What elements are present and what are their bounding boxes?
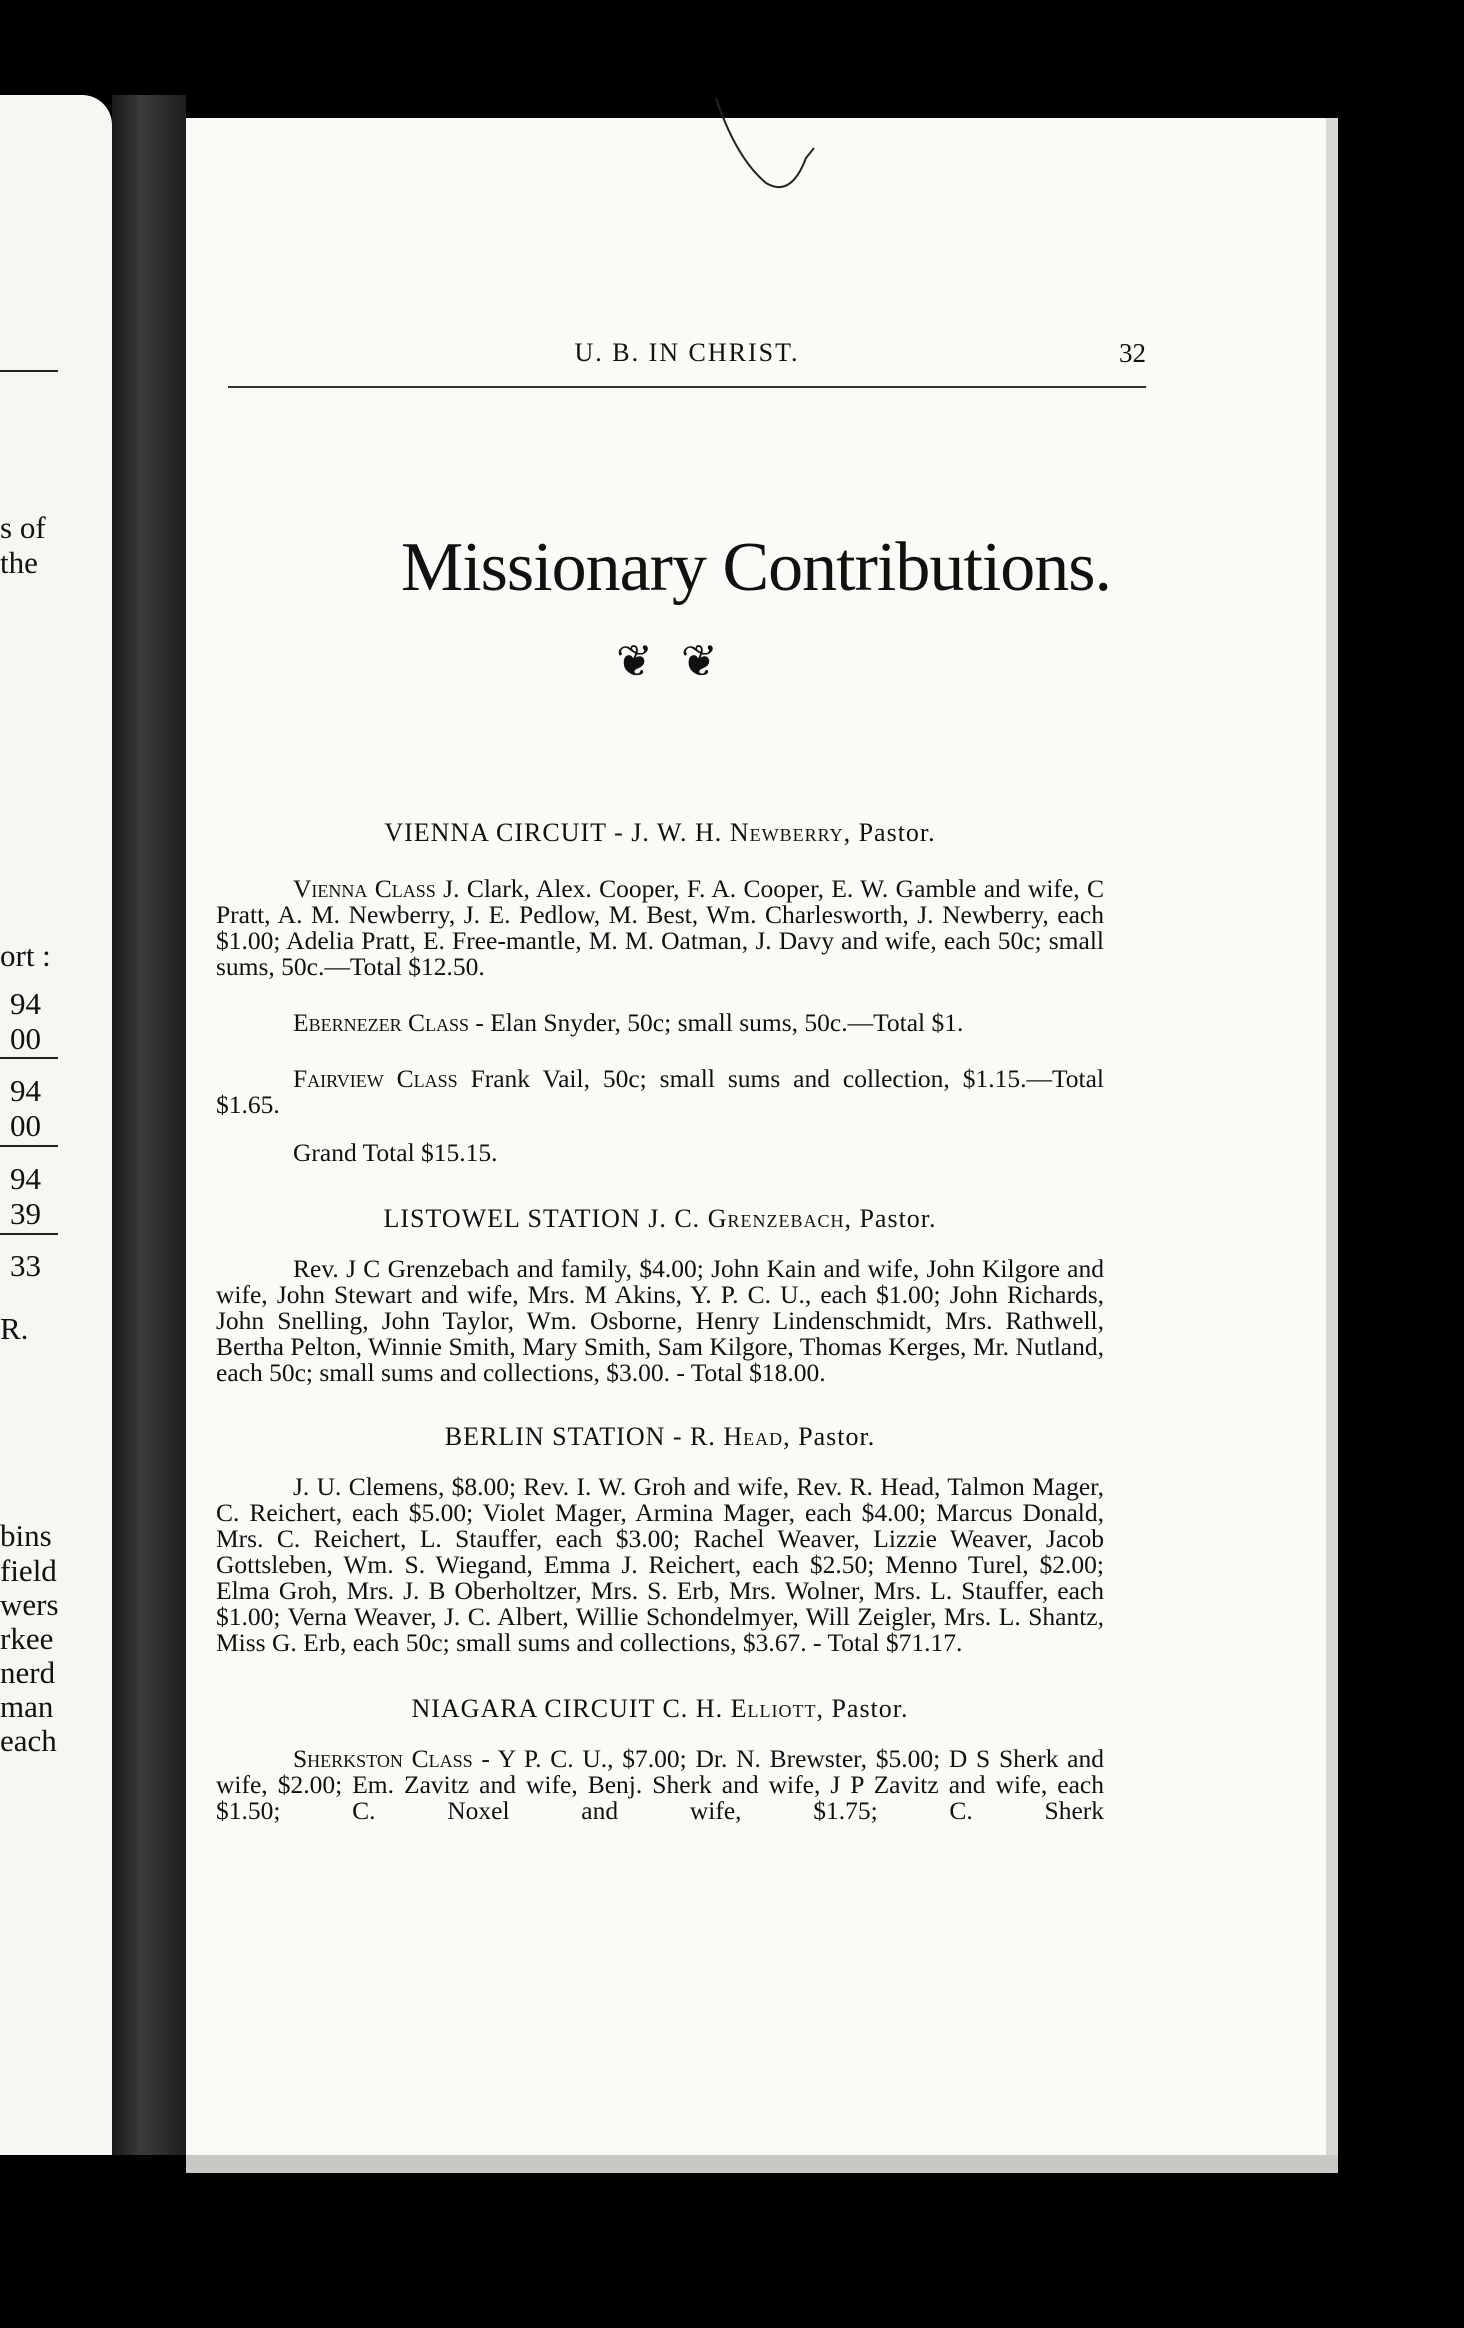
running-header [228,338,1146,388]
paragraph-text: Frank Vail, 50c; small sums and collection, $1.15.—Total $1.65. [216,1064,1104,1119]
heading-tail: , Pastor. [816,1693,909,1723]
class-name: Ebernezer Class [293,1008,469,1037]
left-fragment: nerd [0,1655,56,1690]
paragraph-text: Rev. J C Grenzebach and family, $4.00; John Kain and wife, John Kilgore and wife, John Stewart and wife, Mrs. M Akins, Y. P. C. U., each $1.00; John Richards, John Snelling, John Taylor, Wm. Osborne, Henry Lindenschmidt, Mrs. Rathwell, Bertha Pelton, Winnie Smith, Mary Smith, Sam Kilgore, Thomas Kerges, Mr. Nutland, each 50c; small sums and collections, $3.00. - Total $18.00. [216,1253,1104,1387]
station-name: LISTOWEL STATION [383,1203,641,1233]
left-page-rule [0,370,58,372]
contribution-paragraph [216,1471,1104,1657]
contribution-paragraph [216,1010,1104,1036]
circuit-name: VIENNA CIRCUIT [384,818,607,847]
heading-separator: C. H. [654,1693,731,1723]
paragraph-text: J. Clark, Alex. Cooper, F. A. Cooper, E. W. Gamble and wife, C Pratt, A. M. Newberry, J. E. Pedlow, M. Best, Wm. Charlesworth, J. Newberry, each $1.00; Adelia Pratt, E. Free-mantle, M. M. Oatman, J. Davy and wife, each 50c; small sums, 50c.—Total $12.50. [216,874,1104,981]
left-fragment: 94 [10,986,41,1021]
circuit-name: NIAGARA CIRCUIT [411,1693,655,1723]
document-page [186,118,1338,2166]
left-fragment: bins [0,1518,52,1553]
document-body [216,698,1104,1824]
left-fragment: 94 [10,1073,41,1108]
left-fragment: 94 [10,1161,41,1196]
heading-separator: - J. W. H. [606,818,730,847]
left-fragment: man [0,1689,54,1724]
grand-total: Grand Total $15.15. [293,1138,498,1167]
left-fragment: 00 [10,1108,41,1143]
heading-tail: , Pastor. [783,1421,876,1451]
fleuron-icon: ❦ [680,637,718,686]
pastor-name: Elliott [730,1693,817,1723]
page-number: 32 [1119,338,1146,368]
page-tear-mark [706,88,816,203]
heading-tail: , Pastor. [844,1203,937,1233]
left-fragment: 00 [10,1021,41,1056]
left-fragment: 39 [10,1196,41,1231]
contribution-paragraph [216,1066,1104,1118]
contribution-paragraph [216,1743,1104,1825]
pastor-name: Grenzebach [707,1203,845,1233]
left-fragment: wers [0,1587,59,1622]
left-fragment: 33 [10,1248,41,1283]
section-heading [216,1203,1104,1233]
contribution-paragraph [216,1253,1104,1387]
paragraph-text: - Y P. C. U., $7.00; Dr. N. Brewster, $5.00; D S Sherk and wife, $2.00; Em. Zavitz and wife, Benj. Sherk and wife, J P Zavitz and wife, each $1.50; C. Noxel and wife, $1.75; C. Sherk [216,1743,1104,1825]
class-name: Vienna Class [293,874,436,903]
left-fragment: ort : [0,938,51,973]
page-title: Missionary Contributions. [400,529,1112,606]
pastor-name: Head [723,1421,784,1451]
pastor-name: Newberry [729,818,844,847]
left-fragment: each [0,1723,57,1758]
left-fragment: the [0,545,38,580]
class-name: Sherkston Class [293,1743,473,1773]
fleuron-icon: ❦ [616,637,653,686]
contribution-paragraph [216,876,1104,980]
paragraph-text: J. U. Clemens, $8.00; Rev. I. W. Groh and wife, Rev. R. Head, Talmon Mager, C. Reichert, each $5.00; Violet Mager, Armina Mager, each $4.00; Marcus Donald, Mrs. C. Reichert, L. Stauffer, each $3.00; Rachel Weaver, Lizzie Weaver, Jacob Gottsleben, Wm. S. Wiegand, Emma J. Reichert, each $2.50; Menno Turel, $2.00; Elma Groh, Mrs. J. B Oberholtzer, Mrs. S. Erb, Mrs. Wolner, Mrs. L. Stauffer, each $1.00; Verna Weaver, J. C. Albert, Willie Schondelmyer, Will Zeigler, Mrs. L. Shantz, Miss G. Erb, each 50c; small sums and collections, $3.67. - Total $71.17. [216,1471,1104,1657]
section-heading [216,1421,1104,1451]
running-title: U. B. IN CHRIST. [574,338,800,367]
class-name: Fairview Class [293,1064,458,1093]
paragraph-text: - Elan Snyder, 50c; small sums, 50c.—Total $1. [468,1008,964,1037]
heading-separator: J. C. [640,1203,708,1233]
left-page-rule [0,1145,58,1147]
book-gutter [112,95,186,2155]
section-heading [216,820,1104,846]
left-facing-page [0,95,112,2155]
left-fragment: s of [0,510,46,545]
station-name: BERLIN STATION [444,1421,666,1451]
left-fragment: R. [0,1311,29,1346]
left-fragment: field [0,1553,57,1588]
ornament [616,636,746,687]
page-bottom-edge [186,2155,1338,2173]
section-heading [216,1693,1104,1723]
heading-separator: - R. [665,1421,724,1451]
heading-tail: , Pastor. [843,818,936,847]
left-fragment: rkee [0,1621,54,1656]
left-page-rule [0,1233,58,1235]
left-page-rule [0,1057,58,1059]
